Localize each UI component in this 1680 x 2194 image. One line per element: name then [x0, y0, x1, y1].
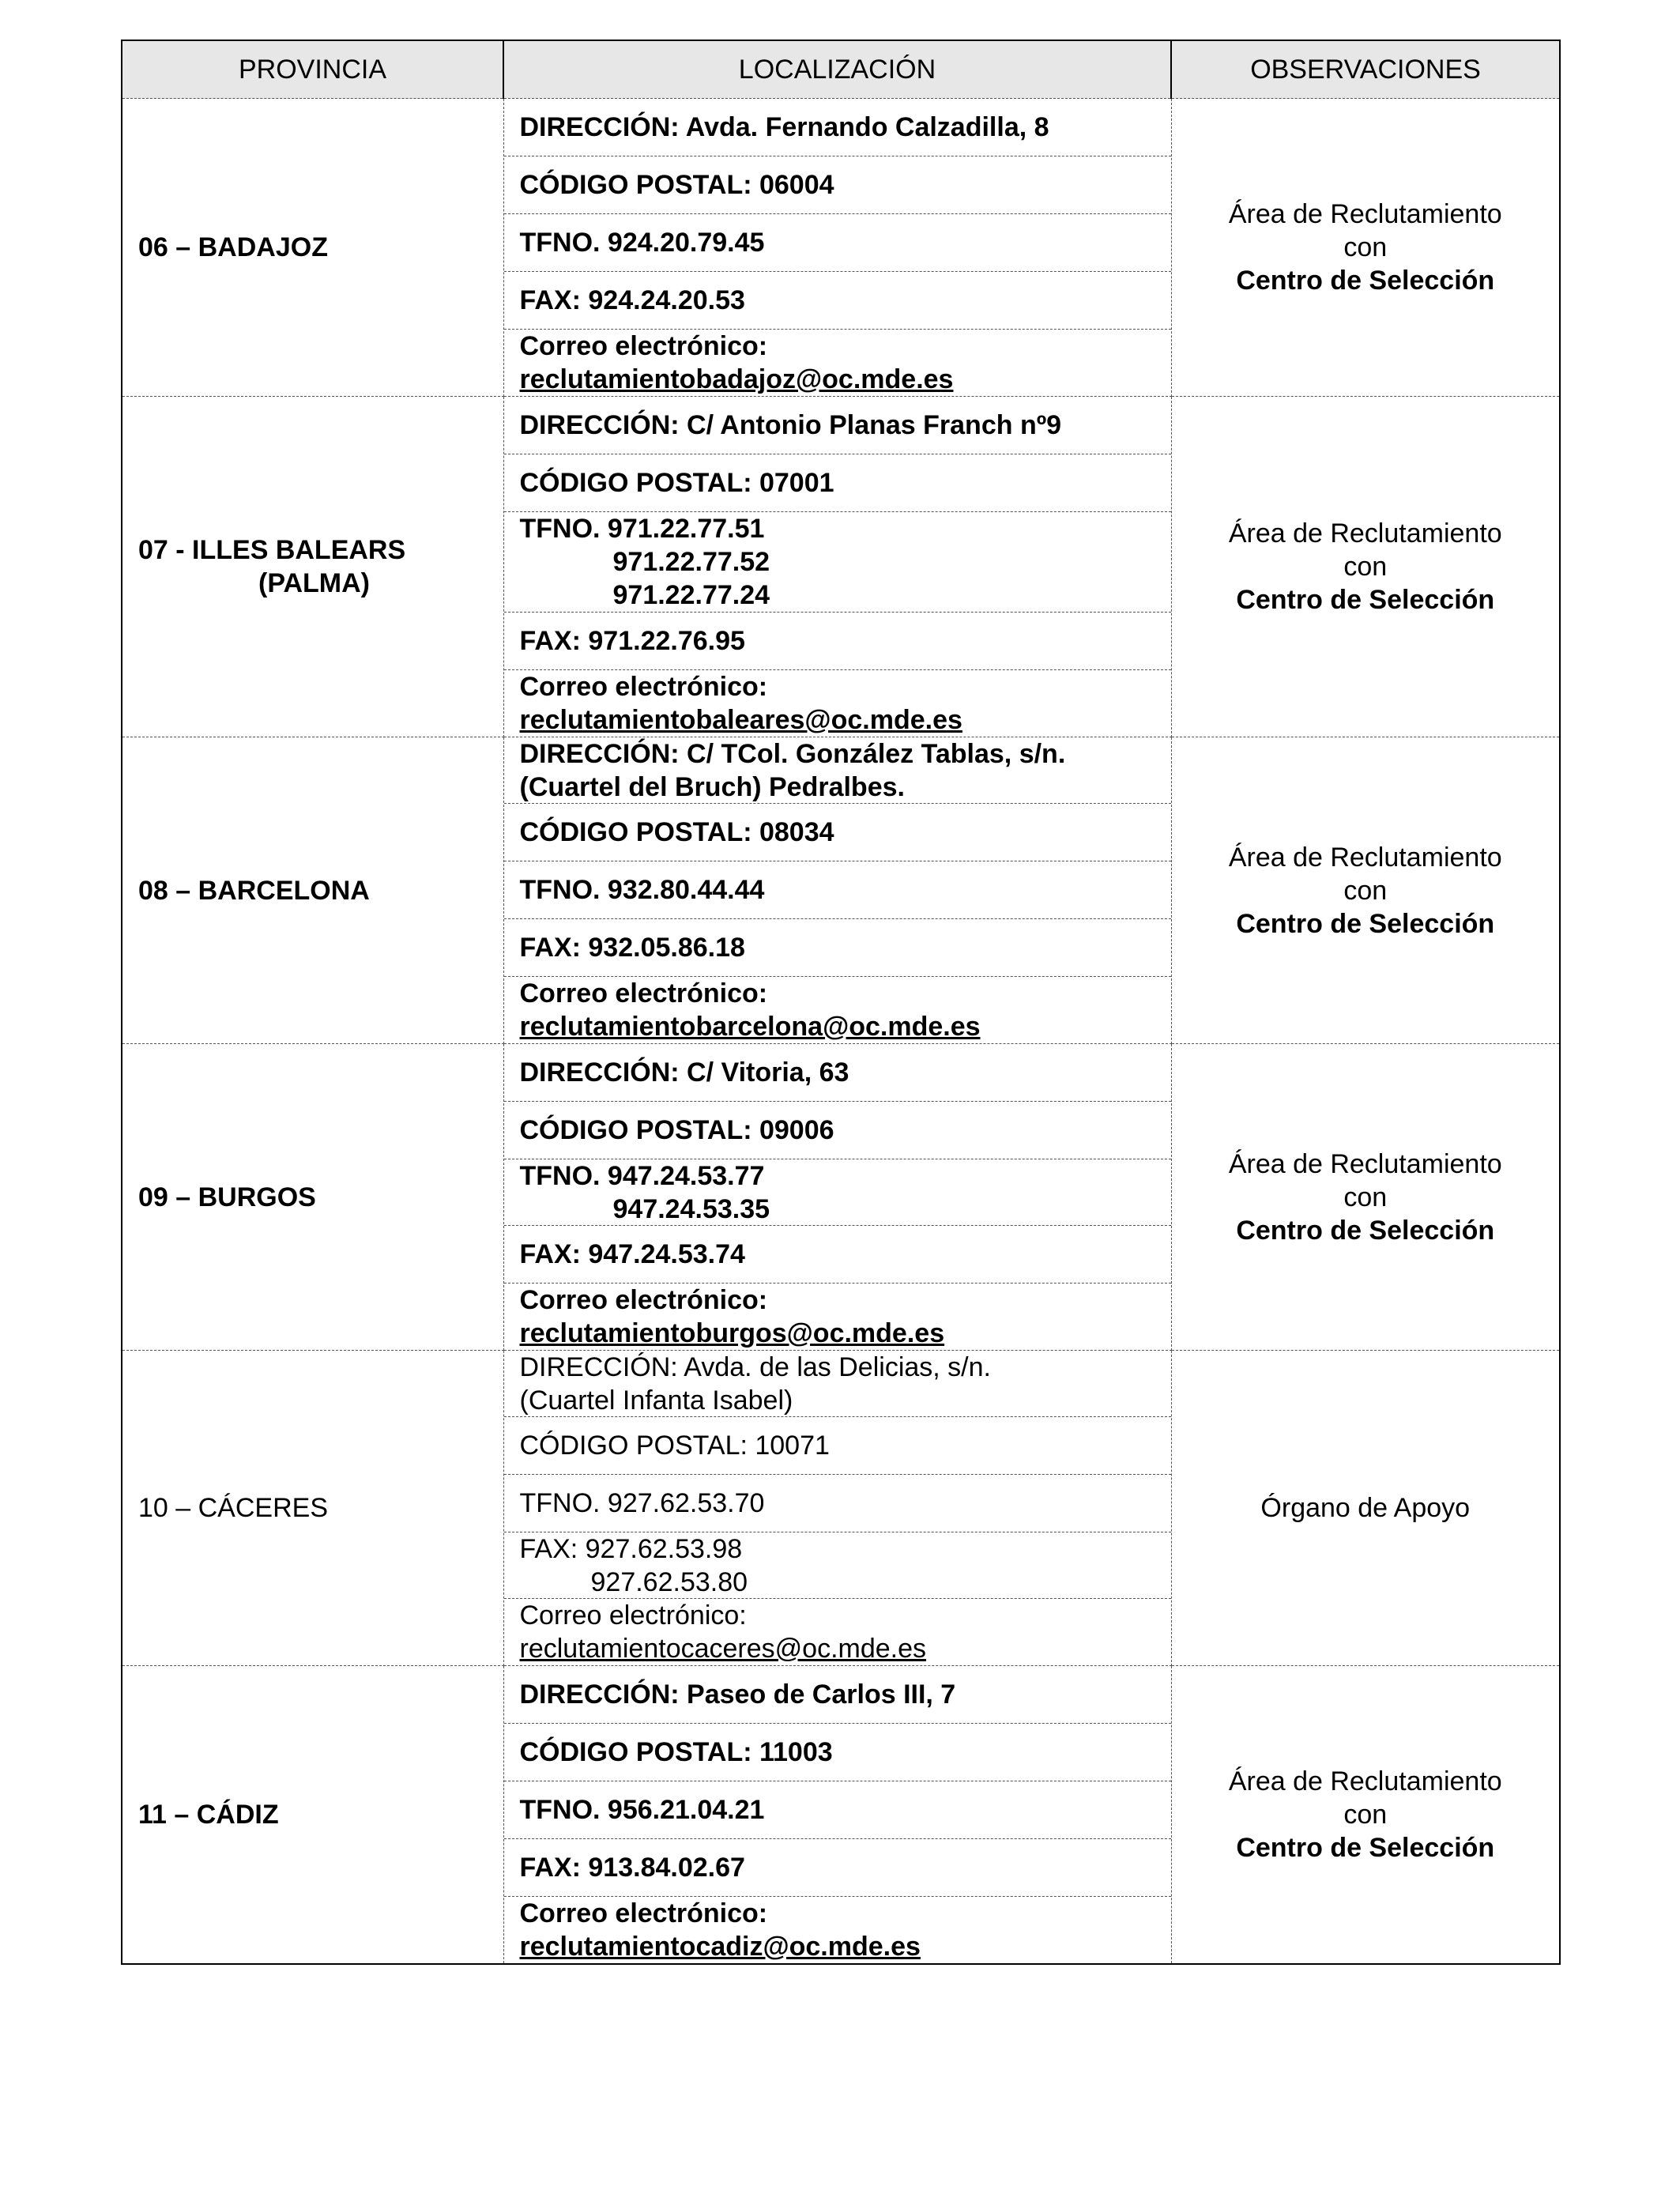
table-row: [122, 737, 1560, 1044]
table-row: [122, 1044, 1560, 1351]
email-link[interactable]: reclutamientobarcelona@oc.mde.es: [519, 1012, 981, 1042]
codigo-postal-field: [504, 1417, 1171, 1475]
provincia-cell: [122, 397, 503, 737]
fax-text: FAX: 924.24.20.53: [519, 285, 745, 315]
codigo-postal-field: [504, 804, 1171, 861]
codigo-postal-field: [504, 454, 1171, 512]
direccion-text: DIRECCIÓN: Avda. Fernando Calzadilla, 8: [519, 112, 1049, 142]
observacion-line: con: [1343, 875, 1388, 906]
localizacion-cell: [503, 737, 1171, 1044]
observacion-line: Área de Reclutamiento: [1228, 1766, 1502, 1796]
codigo-postal-text: CÓDIGO POSTAL: 07001: [519, 468, 834, 498]
observacion-line: con: [1343, 552, 1388, 582]
provincia-subname: (PALMA): [258, 568, 370, 598]
codigo-postal-text: CÓDIGO POSTAL: 08034: [519, 817, 834, 847]
correo-field: [504, 1599, 1171, 1665]
email-link[interactable]: reclutamientobadajoz@oc.mde.es: [519, 364, 954, 394]
offices-table: [121, 40, 1561, 1965]
observacion-line: Órgano de Apoyo: [1260, 1493, 1471, 1523]
codigo-postal-field: [504, 1102, 1171, 1159]
codigo-postal-field: [504, 1724, 1171, 1781]
telefono-field: [504, 1781, 1171, 1839]
correo-label: Correo electrónico:: [519, 672, 768, 702]
correo-field: [504, 670, 1171, 737]
observacion-line: con: [1343, 1182, 1388, 1212]
telefono-text: TFNO. 924.20.79.45: [519, 228, 765, 258]
provincia-cell: [122, 737, 503, 1044]
codigo-postal-text: CÓDIGO POSTAL: 11003: [519, 1737, 833, 1767]
telefono-field: [504, 1159, 1171, 1226]
fax-field: [504, 1226, 1171, 1284]
observacion-line: con: [1343, 232, 1388, 262]
fax-text: FAX: 932.05.86.18: [519, 933, 745, 963]
telefono-field: [504, 1475, 1171, 1532]
telefono-text: 971.22.77.52: [612, 547, 770, 577]
observacion-line: Centro de Selección: [1236, 585, 1495, 615]
localizacion-cell: [503, 1351, 1171, 1666]
localizacion-cell: [503, 397, 1171, 737]
observaciones-cell: [1171, 397, 1560, 737]
correo-label: Correo electrónico:: [519, 331, 768, 361]
email-link[interactable]: reclutamientocaceres@oc.mde.es: [519, 1634, 927, 1664]
codigo-postal-field: [504, 156, 1171, 214]
correo-field: [504, 1284, 1171, 1350]
telefono-text: 971.22.77.24: [612, 580, 770, 610]
observacion-line: Centro de Selección: [1236, 266, 1495, 296]
direccion-field: [504, 1351, 1171, 1417]
header-row: [122, 40, 1560, 99]
localizacion-cell: [503, 1666, 1171, 1965]
codigo-postal-text: CÓDIGO POSTAL: 09006: [519, 1115, 834, 1145]
provincia-name: 09 – BURGOS: [138, 1182, 316, 1212]
observacion-line: Área de Reclutamiento: [1228, 842, 1502, 873]
email-link[interactable]: reclutamientocadiz@oc.mde.es: [519, 1932, 921, 1962]
direccion-field: [504, 99, 1171, 156]
header-localizacion: LOCALIZACIÓN: [503, 40, 1171, 99]
direccion-text: (Cuartel del Bruch) Pedralbes.: [519, 771, 905, 802]
direccion-field: [504, 1666, 1171, 1724]
telefono-text: TFNO. 947.24.53.77: [519, 1160, 765, 1191]
correo-label: Correo electrónico:: [519, 978, 768, 1008]
telefono-text: TFNO. 927.62.53.70: [519, 1488, 765, 1518]
direccion-field: [504, 1044, 1171, 1102]
provincia-cell: [122, 1666, 503, 1965]
direccion-text: DIRECCIÓN: Paseo de Carlos III, 7: [519, 1679, 956, 1710]
table-row: [122, 99, 1560, 397]
fax-text: FAX: 947.24.53.74: [519, 1239, 745, 1269]
observacion-line: Área de Reclutamiento: [1228, 199, 1502, 229]
direccion-text: DIRECCIÓN: C/ Vitoria, 63: [519, 1057, 849, 1088]
correo-label: Correo electrónico:: [519, 1285, 768, 1315]
header-observaciones: OBSERVACIONES: [1171, 40, 1560, 99]
fax-field: [504, 919, 1171, 977]
telefono-field: [504, 861, 1171, 919]
observaciones-cell: [1171, 99, 1560, 397]
correo-label: Correo electrónico:: [519, 1600, 747, 1630]
direccion-text: DIRECCIÓN: C/ TCol. González Tablas, s/n.: [519, 738, 1066, 769]
codigo-postal-text: CÓDIGO POSTAL: 10071: [519, 1431, 830, 1461]
observacion-line: Centro de Selección: [1236, 1215, 1495, 1246]
fax-text: FAX: 971.22.76.95: [519, 626, 745, 656]
provincia-name: 10 – CÁCERES: [138, 1493, 328, 1523]
table-row: [122, 1351, 1560, 1666]
provincia-cell: [122, 1351, 503, 1666]
table-row: [122, 397, 1560, 737]
localizacion-cell: [503, 1044, 1171, 1351]
telefono-text: TFNO. 932.80.44.44: [519, 875, 765, 905]
fax-field: [504, 272, 1171, 330]
observacion-line: con: [1343, 1800, 1388, 1830]
correo-field: [504, 1897, 1171, 1963]
provincia-cell: [122, 99, 503, 397]
fax-text: 927.62.53.80: [590, 1566, 748, 1597]
correo-label: Correo electrónico:: [519, 1898, 768, 1928]
direccion-text: DIRECCIÓN: C/ Antonio Planas Franch nº9: [519, 410, 1062, 440]
direccion-text: DIRECCIÓN: Avda. de las Delicias, s/n.: [519, 1351, 991, 1382]
table-row: [122, 1666, 1560, 1965]
provincia-name: 07 - ILLES BALEARS: [138, 535, 406, 565]
correo-field: [504, 330, 1171, 396]
observaciones-cell: [1171, 1044, 1560, 1351]
telefono-text: 947.24.53.35: [612, 1193, 770, 1224]
observacion-line: Área de Reclutamiento: [1228, 518, 1502, 548]
correo-field: [504, 977, 1171, 1043]
observaciones-cell: [1171, 1351, 1560, 1666]
observacion-line: Centro de Selección: [1236, 1833, 1495, 1863]
provincia-name: 08 – BARCELONA: [138, 875, 370, 906]
observaciones-cell: [1171, 1666, 1560, 1965]
codigo-postal-text: CÓDIGO POSTAL: 06004: [519, 170, 834, 200]
fax-field: [504, 1532, 1171, 1599]
fax-text: FAX: 913.84.02.67: [519, 1853, 745, 1883]
direccion-field: [504, 397, 1171, 454]
fax-field: [504, 1839, 1171, 1897]
localizacion-cell: [503, 99, 1171, 397]
provincia-name: 11 – CÁDIZ: [138, 1800, 279, 1830]
header-provincia: PROVINCIA: [122, 40, 503, 99]
provincia-cell: [122, 1044, 503, 1351]
email-link[interactable]: reclutamientobaleares@oc.mde.es: [519, 705, 962, 735]
telefono-text: TFNO. 971.22.77.51: [519, 514, 765, 544]
telefono-field: [504, 512, 1171, 613]
telefono-field: [504, 214, 1171, 272]
direccion-text: (Cuartel Infanta Isabel): [519, 1385, 793, 1416]
fax-field: [504, 613, 1171, 670]
provincia-name: 06 – BADAJOZ: [138, 232, 328, 262]
email-link[interactable]: reclutamientoburgos@oc.mde.es: [519, 1318, 945, 1348]
fax-text: FAX: 927.62.53.98: [519, 1533, 743, 1564]
telefono-text: TFNO. 956.21.04.21: [519, 1795, 765, 1825]
observacion-line: Área de Reclutamiento: [1228, 1148, 1502, 1179]
observaciones-cell: [1171, 737, 1560, 1044]
direccion-field: [504, 737, 1171, 804]
observacion-line: Centro de Selección: [1236, 908, 1495, 939]
